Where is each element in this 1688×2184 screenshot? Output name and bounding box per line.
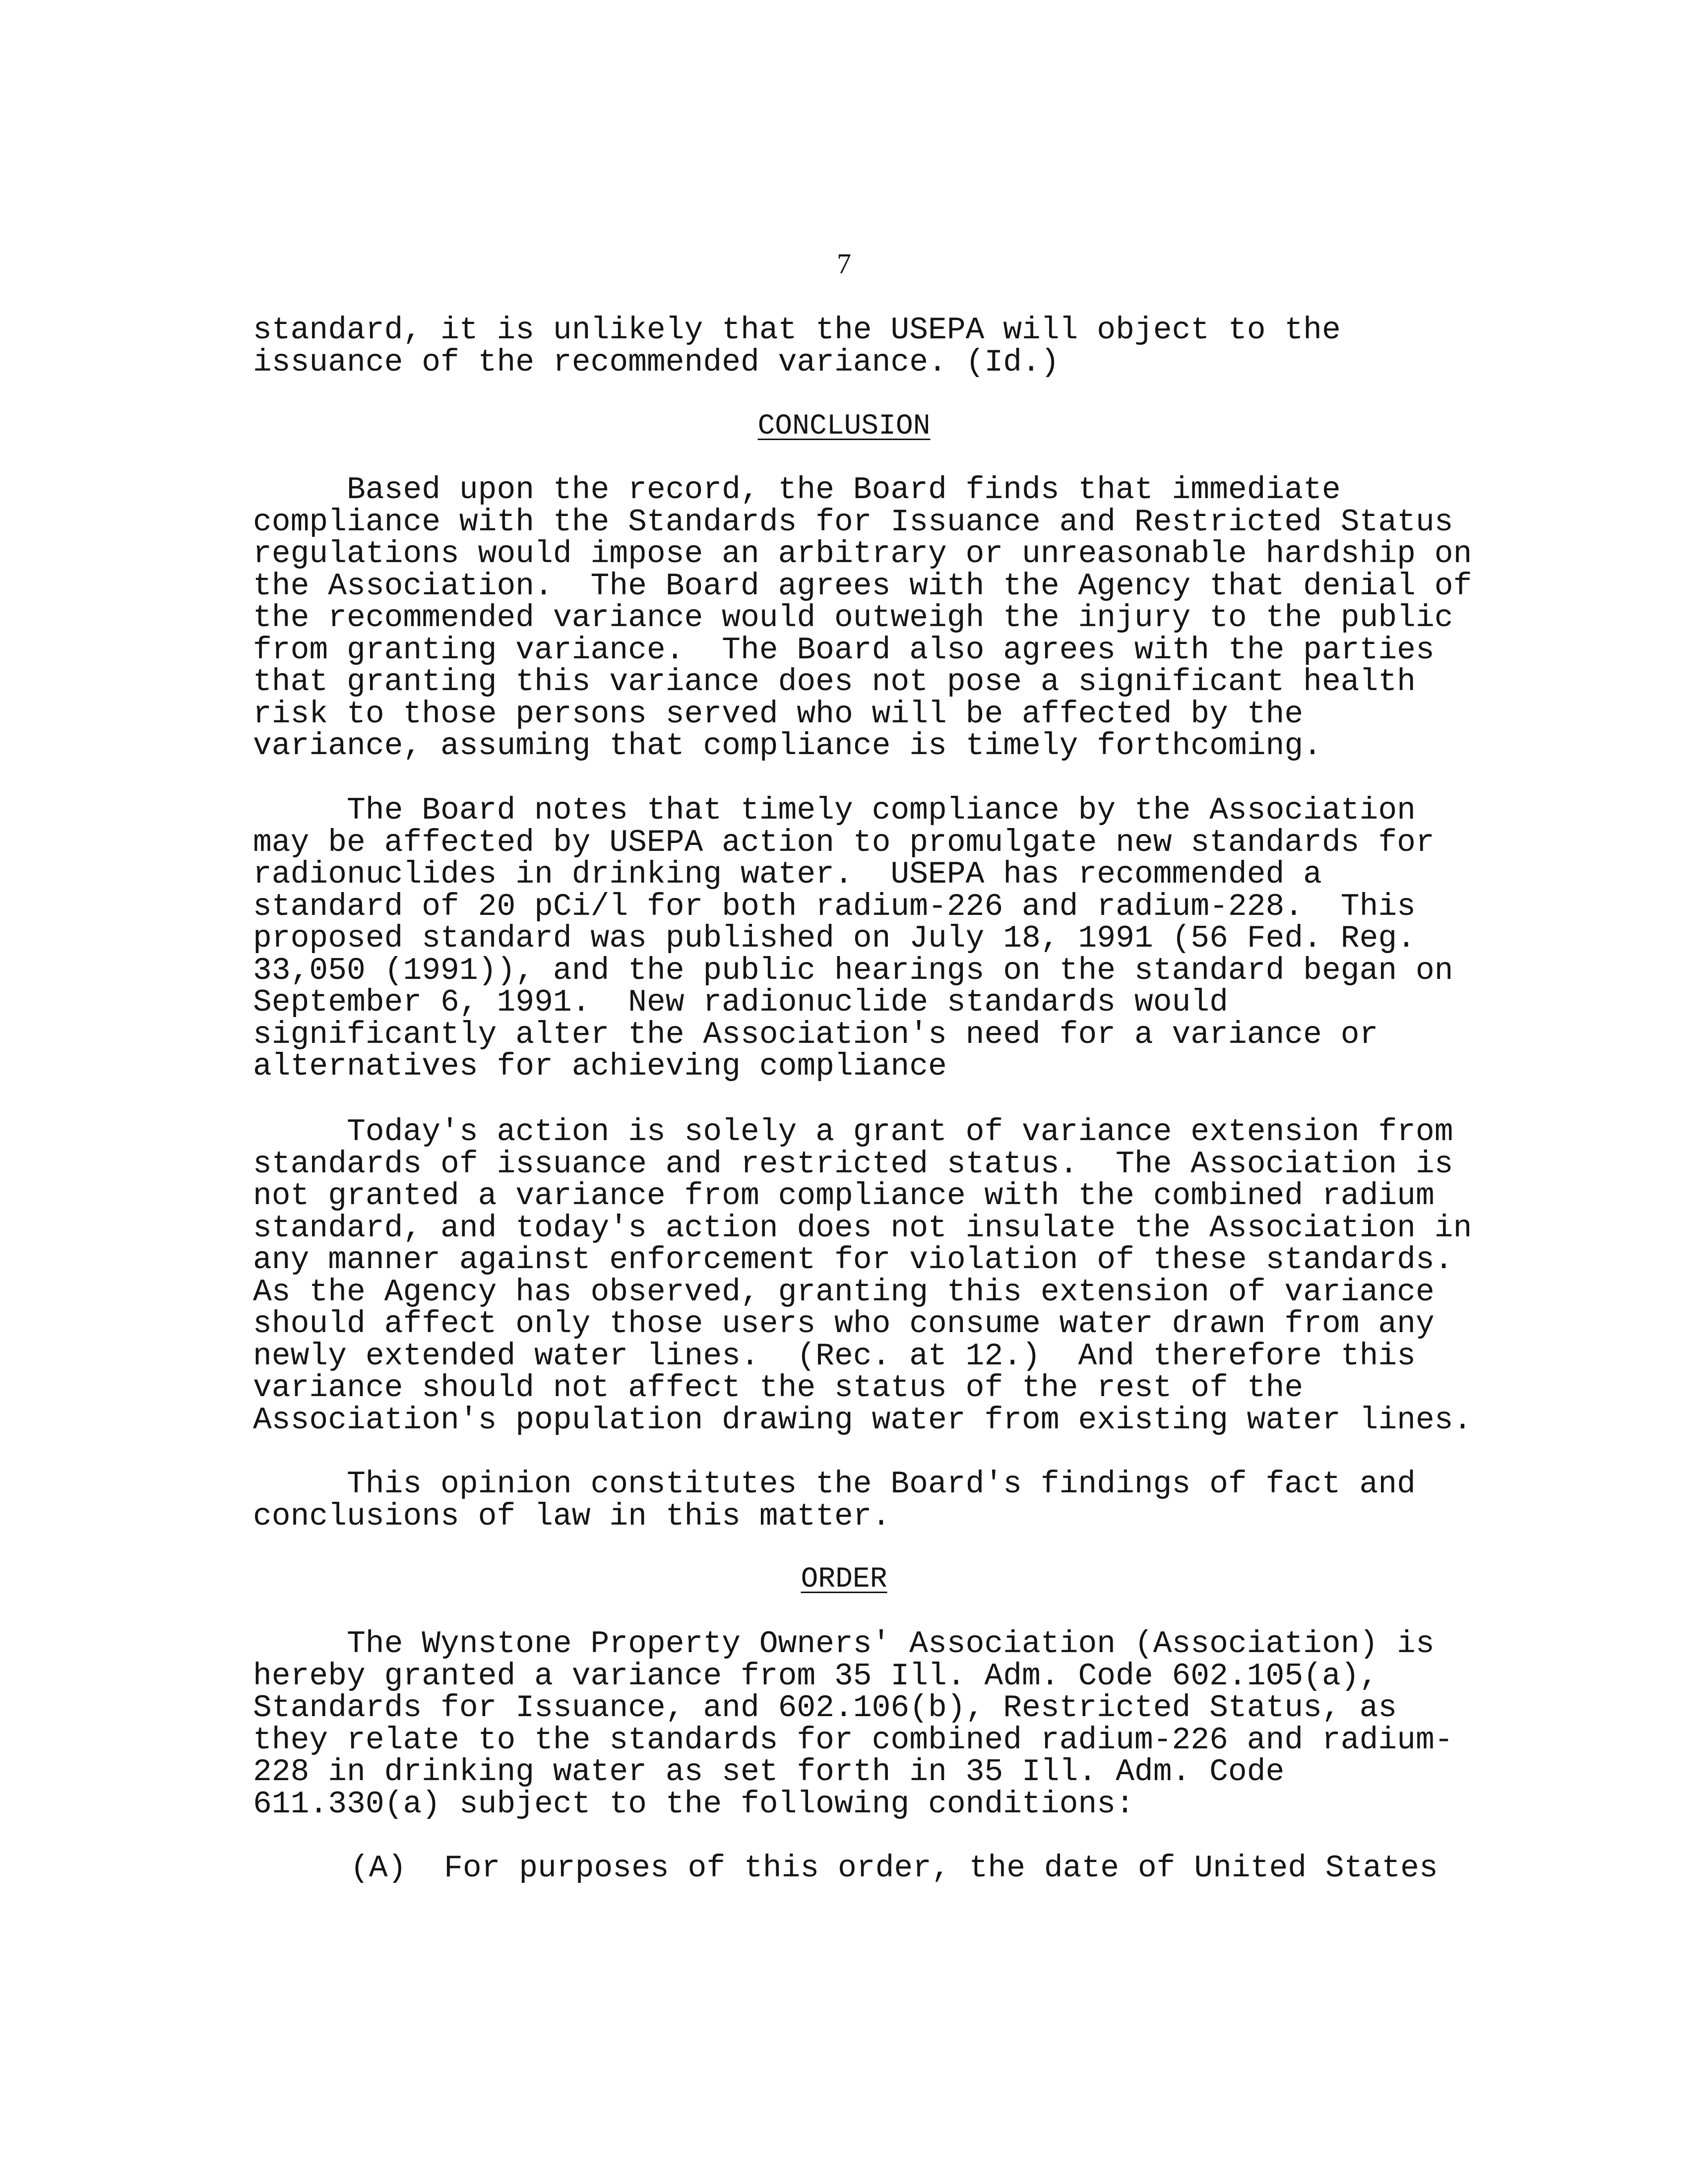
text-line: conclusions of law in this matter. <box>253 1498 891 1534</box>
text-line: the recommended variance would outweigh the injury to the public <box>253 600 1453 636</box>
text-line: The Board notes that timely compliance by the Association <box>347 793 1416 828</box>
text-line: hereby granted a variance from 35 Ill. Adm. Code 602.105(a), <box>253 1658 1378 1694</box>
text-line: should affect only those users who consume water drawn from any <box>253 1306 1435 1342</box>
text-line: standard, and today's action does not insulate the Association in <box>253 1210 1472 1246</box>
text-line: regulations would impose an arbitrary or unreasonable hardship on <box>253 536 1472 572</box>
conclusion-paragraph-3 <box>253 1116 1493 1436</box>
text-line: As the Agency has observed, granting this extension of variance <box>253 1274 1435 1310</box>
order-heading <box>0 1564 1688 1596</box>
text-line: any manner against enforcement for violation of these standards. <box>253 1242 1453 1278</box>
text-line: proposed standard was published on July 18, 1991 (56 Fed. Reg. <box>253 921 1416 956</box>
conclusion-paragraph-1 <box>253 474 1493 763</box>
order-condition-a <box>253 1853 1493 1885</box>
text-line: from granting variance. The Board also agrees with the parties <box>253 632 1435 668</box>
text-line: newly extended water lines. (Rec. at 12.) And therefore this <box>253 1338 1416 1374</box>
text-line: Today's action is solely a grant of variance extension from <box>347 1114 1453 1150</box>
conclusion-paragraph-4 <box>253 1469 1493 1533</box>
text-line: that granting this variance does not pose a significant health <box>253 664 1416 700</box>
text-line: Based upon the record, the Board finds that immediate <box>347 472 1341 508</box>
text-line: (A) For purposes of this order, the date of United States <box>350 1851 1438 1886</box>
text-line: variance, assuming that compliance is timely forthcoming. <box>253 728 1322 764</box>
text-line: may be affected by USEPA action to promulgate new standards for <box>253 825 1435 860</box>
conclusion-heading <box>0 411 1688 443</box>
intro-paragraph <box>253 315 1493 379</box>
text-line: variance should not affect the status of the rest of the <box>253 1370 1304 1406</box>
text-line: The Wynstone Property Owners' Association (Association) is <box>347 1626 1435 1662</box>
order-paragraph-1 <box>253 1628 1493 1820</box>
order-heading-text: ORDER <box>801 1563 887 1596</box>
text-line: standards of issuance and restricted status. The Association is <box>253 1146 1453 1182</box>
conclusion-paragraph-2 <box>253 795 1493 1083</box>
text-line: they relate to the standards for combined radium-226 and radium- <box>253 1722 1453 1758</box>
text-line: standard of 20 pCi/l for both radium-226 and radium-228. This <box>253 889 1416 924</box>
text-line: not granted a variance from compliance with the combined radium <box>253 1178 1435 1214</box>
text-line: This opinion constitutes the Board's findings of fact and <box>347 1467 1416 1502</box>
text-line: significantly alter the Association's need for a variance or <box>253 1017 1378 1052</box>
text-line: 611.330(a) subject to the following conditions: <box>253 1786 1134 1822</box>
text-line: 228 in drinking water as set forth in 35 Ill. Adm. Code <box>253 1754 1285 1790</box>
text-line: compliance with the Standards for Issuance and Restricted Status <box>253 504 1453 540</box>
text-line: standard, it is unlikely that the USEPA will object to the <box>253 313 1341 348</box>
text-line: issuance of the recommended variance. (Id.) <box>253 344 1060 380</box>
text-line: the Association. The Board agrees with the Agency that denial of <box>253 568 1472 604</box>
text-line: alternatives for achieving compliance <box>253 1049 947 1084</box>
text-line: September 6, 1991. New radionuclide standards would <box>253 985 1228 1020</box>
text-line: 33,050 (1991)), and the public hearings on the standard began on <box>253 953 1453 988</box>
page-number: 7 <box>837 248 851 280</box>
text-line: Standards for Issuance, and 602.106(b), Restricted Status, as <box>253 1690 1397 1726</box>
text-line: Association's population drawing water from existing water lines. <box>253 1402 1472 1438</box>
text-line: risk to those persons served who will be affected by the <box>253 696 1304 732</box>
conclusion-heading-text: CONCLUSION <box>757 410 931 443</box>
text-line: radionuclides in drinking water. USEPA has recommended a <box>253 857 1322 892</box>
